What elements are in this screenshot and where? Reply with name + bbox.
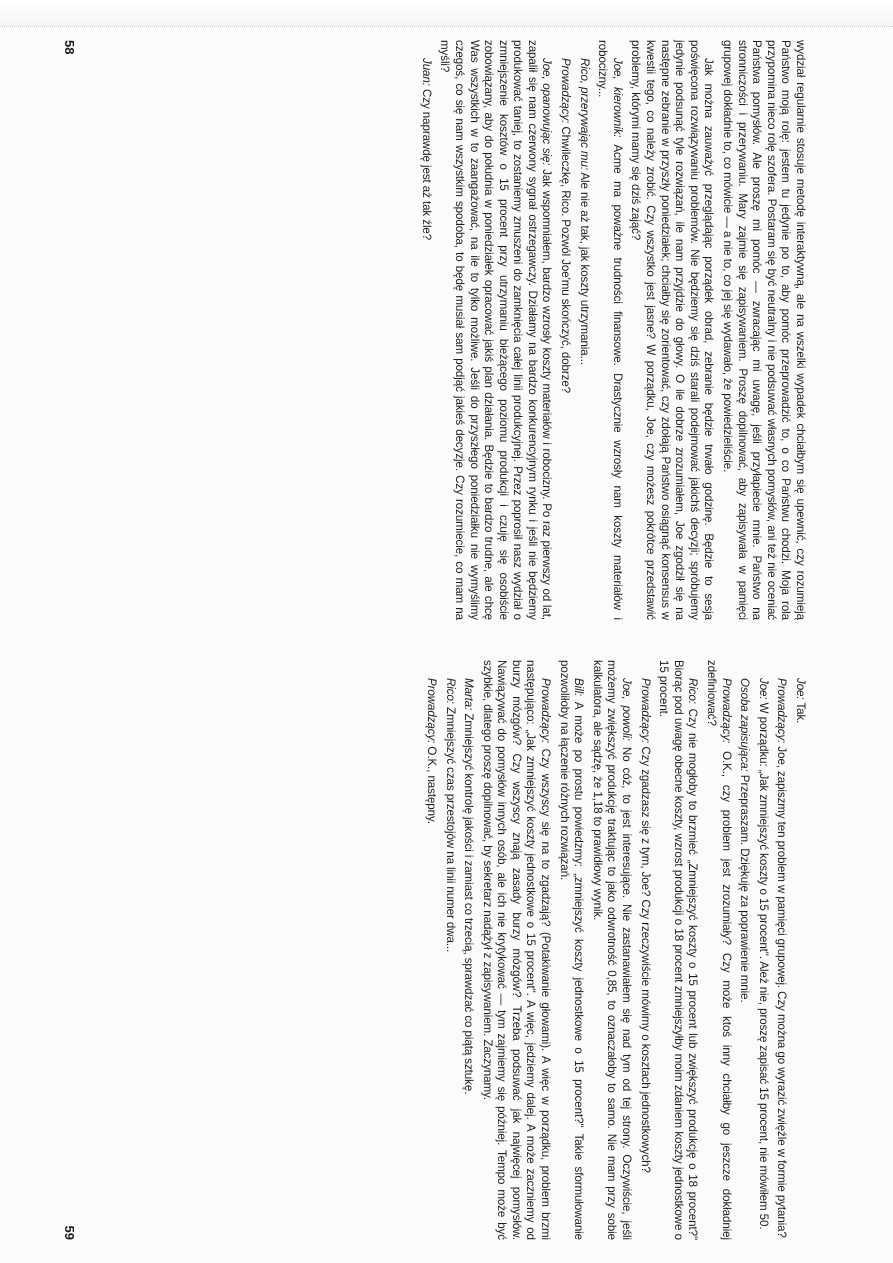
paragraph (774, 660, 789, 1240)
speaker-label: Rico, przerywając mu: (577, 58, 591, 170)
paragraph-text: Jak wspomniałem, bardzo wzrosły koszty materiałów i robocizny. Po raz pierwszy od lat, zapalił się nam czerwony sygnał ostrzegawczy. Działamy na bardzo konkurencyjnym rynku i jeśli nie będziemy produkować taniej, to zostaniemy zmuszeni do zamknięcia całej linii produkcyjnej. Przez poprosił nasz wydział o zmniejszenie kosztów o 15 procent przy utrzymaniu bieżącego poziomu produkcji i czuję się osobiście zobowiązany, aby do południa w poniedziałek opracować jakiś plan działania. Będzie to bardzo trudne, ale chcę Was wszystkich w to zaangażować, na ile to tylko możliwe. Jeśli do przyszłego poniedziałku nie wymyślimy czegoś, co się nam wszystkim spodoba, to będę musiał sam podjąć jakieś decyzje. Czy rozumiecie, co mam na myśli? (438, 40, 554, 621)
paragraph (423, 660, 438, 1240)
paragraph-text: Chwileczkę, Rico. Pozwól Joe'mu skończyć, dobrze? (559, 123, 573, 394)
paragraph-text: Przepraszam. Dziękuję za poprawienie mnie. (738, 771, 752, 1003)
paragraph-text: Acme ma poważne trudności finansowe. Drastycznie wzrosły nam koszty materiałów i robocizny... (596, 40, 624, 620)
paragraph-text: Ale nie aż tak, jak koszty utrzymania... (577, 169, 591, 365)
paragraph (558, 40, 573, 620)
paragraph (589, 660, 633, 1240)
paragraph (637, 660, 652, 1240)
left-page (0, 40, 893, 620)
speaker-label: Rico: (443, 678, 457, 704)
paragraph (703, 660, 732, 1240)
speaker-label: Prowadzący: (775, 678, 789, 744)
paragraph (719, 40, 807, 620)
paragraph-text: Czy naprawdę jest aż tak źle? (419, 85, 433, 241)
speaker-label: Prowadzący: (539, 678, 553, 744)
paragraph-text: No cóż, to jest interesujące. Nie zastanawiałem się nad tym od tej strony. Oczywiście, jeśli możemy zwiększyć produkcję traktując to jako odwrotność 0,85, to oznaczałoby to samo. Nie mam przy sobie kalkulatora, ale sądzę, że 1,18 to prawidłowy wynik. (590, 660, 634, 1240)
paragraph-text: W porządku: „Jak zmniejszyć koszty o 15 procent". Ależ nie, proszę zapisać 15 procent, nie mówiłem 50. (756, 699, 770, 1230)
speaker-label: Bill: (572, 678, 586, 697)
speaker-label: Prowadzący: (424, 678, 438, 744)
speaker-label: Joe, kierownik: (610, 58, 624, 138)
paragraph-text: Zmniejszyć kontrolę jakości i zamiast co trzecią, sprawdzać co piątą sztukę. (462, 710, 476, 1095)
paragraph (437, 40, 554, 620)
paragraph (755, 660, 770, 1240)
paragraph-text: wydział regularnie stosuje metodę interaktywną, ale na wszelki wypadek chciałbym się upewnić, czy rozumieją Państwo moją rolę: jestem tu jedynie po to, aby pomóc przeprowadzić to, o co Państwu chodzi. Moja rola przypomina nieco rolę szofera. Postaram się być neutralny i nie podsuwać własnych pomysłów, ani też nie oceniać Państwa pomysłów. Ale proszę mi pomóc — zwracając mi uwagę, jeśli przyłapiecie mnie. Państwo na stronniczości i przerywaniu. Mary zajmie się zapisywaniem. Proszę dopilnować, aby zapisywała w pamięci grupowej dokładnie to, co mówicie — a nie to, co jej się wydawało, że powiedzieliście. (721, 40, 807, 620)
speaker-label: Prowadzący: (638, 678, 652, 744)
paragraph-text: Czy nie mogłoby to brzmieć „Zmniejszyć koszty o 15 procent lub zwiększyć produkcję o 18 procent?" Biorąc pod uwagę obecne koszty, wzrost produkcji o 18 procent zmniejszyłby moim zdaniem koszty jednostkowe o 15 procent. (657, 660, 700, 1240)
speaker-label: Juan: (419, 58, 433, 86)
speaker-label: Prowadzący: (559, 58, 573, 124)
speaker-label: Marta: (462, 678, 476, 711)
paragraph-text: Czy zgadzasz się z tym, Joe? Czy rzeczywiście mówimy o kosztach jednostkowych? (638, 743, 652, 1173)
speaker-label: Rico: (686, 678, 700, 704)
paragraph-text: Tak. (794, 699, 807, 724)
paragraph-text: Joe, zapiszmy ten problem w pamięci grupowej. Czy można go wyrazić zwięźle w formie pytania? (775, 743, 789, 1238)
paragraph (461, 660, 476, 1240)
paragraph-text: Jak można zauważyć przeglądając porządek obrad, zebranie będzie trwało godzinę. Będzie to sesja poświęcona rozwiązywaniu problemów. Nie będziemy się dziś starali podejmować jakichś decyzji; spróbujemy jedynie podsunąć tyle rozwiązań, ile nam przyjdzie do głowy. O ile dobrze zrozumiałem, Joe zgodził się na następne zebranie w przyszły poniedziałek; chciałby się zorientować, czy zdołają Państwo osiągnąć konsensus w kwestii tego, co należy zrobić. Czy wszystko jest jasne? W porządku, Joe, czy możesz pokrótce przedstawić problemy, którymi mamy się dziś zająć? (629, 40, 716, 620)
right-page-text (419, 660, 807, 1240)
speaker-label: Joe: (756, 678, 770, 700)
paragraph (737, 660, 752, 1240)
paragraph-text: Zmniejszyć czas przestojów na linii numer dwa... (443, 703, 457, 953)
paragraph (418, 40, 433, 620)
paragraph (442, 660, 457, 1240)
speaker-label: Joe, powoli: (620, 678, 634, 741)
page-number: 58 (62, 40, 77, 55)
paragraph-text: O.K., czy problem jest zrozumiały? Czy może ktoś inny chciałby go jeszcze dokładniej zdefiniować? (705, 660, 733, 1240)
paragraph-text: O.K., następny. (424, 743, 438, 824)
page-number: 59 (62, 1225, 77, 1240)
left-page-text (414, 40, 807, 620)
speaker-label: Prowadzący: (719, 678, 733, 744)
paragraph (656, 660, 700, 1240)
paragraph (792, 660, 807, 1240)
paragraph (576, 40, 591, 620)
paragraph (556, 660, 585, 1240)
paragraph (628, 40, 716, 620)
speaker-label: Joe, opanowując się: (540, 58, 554, 166)
paragraph (595, 40, 624, 620)
paragraph-text: A może po prostu powiedzmy: „zmniejszyć koszty jednostkowe o 15 procent?" Takie sformułowanie pozwoliłoby na łączenie różnych rozwiązań. (557, 660, 586, 1240)
paragraph (479, 660, 552, 1240)
speaker-label: Joe: (794, 678, 807, 700)
paragraph-text: Czy wszyscy się na to zgadzają? (Potakiwanie głowami). A więc w porządku, problem brzmi następująco: „Jak zmniejszyć koszty jednostkowe o 15 procent". A więc, jedziemy dalej. A może zaczniemy od burzy mózgów? Czy wszyscy znają zasady burzy mózgów? Trzeba podsuwać jak najwięcej pomysłów. Nawiązywać do pomysłów innych osób, ale ich nie krytykować — tym zajmiemy się później. Tempo może być szybkie, dlatego proszę dopilnować, by sekretarz nadążył z zapisywaniem. Zaczynamy. (480, 660, 553, 1240)
right-page (0, 660, 893, 1240)
speaker-label: Osoba zapisująca: (738, 678, 752, 772)
